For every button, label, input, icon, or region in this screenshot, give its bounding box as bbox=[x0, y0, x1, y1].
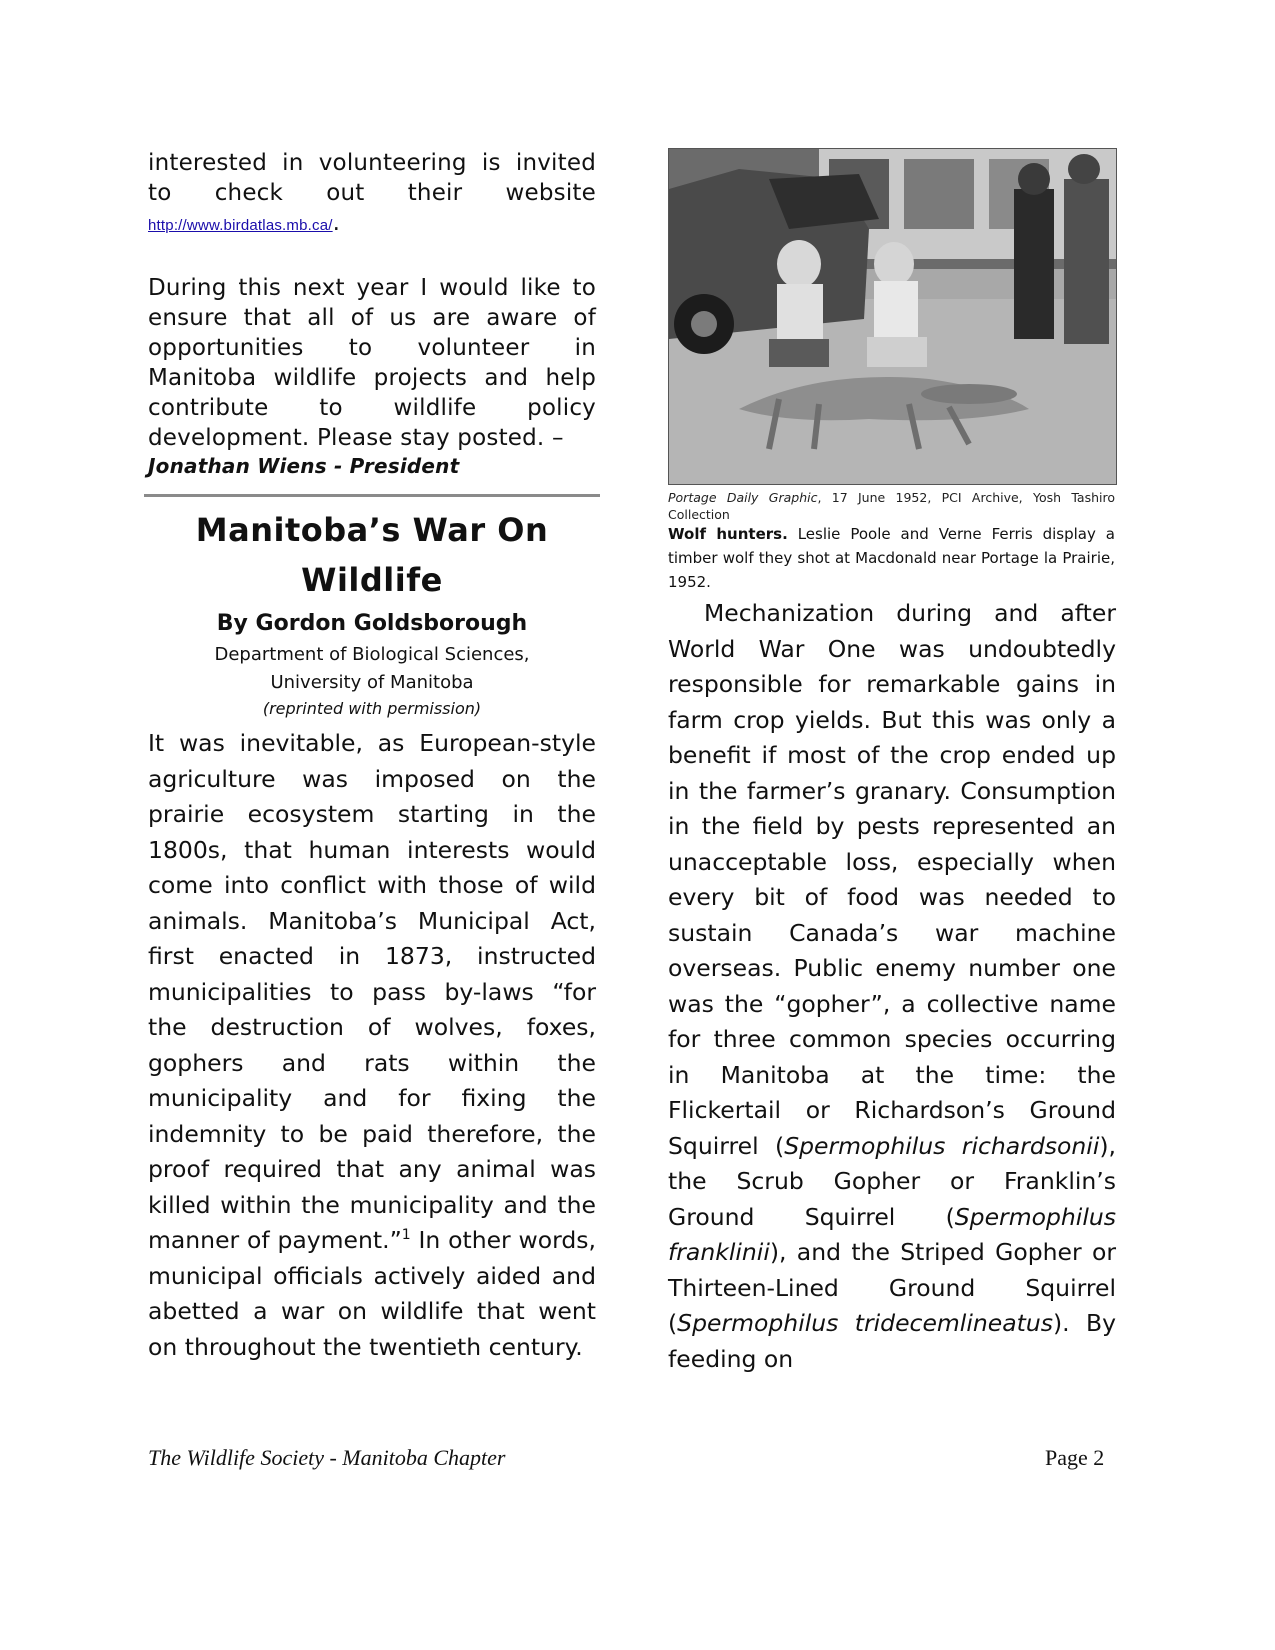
wolf-hunters-photo bbox=[668, 148, 1117, 485]
article-paragraph-1 bbox=[148, 726, 596, 1365]
signature-role: President bbox=[349, 454, 460, 478]
photo-illustration bbox=[669, 149, 1116, 484]
reprint-note: (reprinted with permission) bbox=[262, 699, 482, 718]
intro-paragraph-2: During this next year I would like to ensure that all of us are aware of opportunities to volunteer in Manitoba wildlife projects and help contribute to wildlife policy development. Please stay posted. – bbox=[148, 275, 596, 451]
intro-paragraph-1 bbox=[148, 148, 596, 241]
signature bbox=[148, 453, 596, 479]
article-title-line-1: Manitoba’s War On bbox=[195, 511, 549, 549]
signature-separator: - bbox=[326, 454, 350, 478]
species-name-3: Spermophilus tridecemlineatus bbox=[677, 1309, 1053, 1337]
article-paragraph-1-main: It was inevitable, as European-style agriculture was imposed on the prairie ecosystem starting in the 1800s, that human interests would come into conflict with those of wild animals. Manitoba’s Municipal Act, first enacted in 1873, instructed municipalities to pass by-laws “for the destruction of wolves, foxes, gophers and rats within the municipality and for fixing the indemnity to be paid therefore, the proof required that any animal was killed within the municipality and the manner of payment.” bbox=[148, 729, 596, 1254]
species-name-2: Spermophilus franklinii bbox=[668, 1202, 1116, 1266]
caption-title: Wolf hunters. bbox=[668, 525, 788, 543]
paragraph-2-part-3: ), and the Striped Gopher or Thirteen-Lined Ground Squirrel ( bbox=[668, 1238, 1116, 1337]
birdatlas-link[interactable]: http://www.birdatlas.mb.ca/ bbox=[148, 217, 333, 234]
caption-text: Leslie Poole and Verne Ferris display a timber wolf they shot at Macdonald near Portage la Prairie, 1952. bbox=[668, 525, 1115, 591]
intro-section bbox=[148, 148, 596, 479]
footer-page-number: Page 2 bbox=[1045, 1445, 1105, 1470]
article-byline: By Gordon Goldsborough bbox=[216, 611, 528, 636]
article-body-left bbox=[148, 726, 596, 1365]
footnote-marker: 1 bbox=[401, 1227, 411, 1244]
photo-credit bbox=[668, 489, 1115, 523]
paragraph-2-part-1: Mechanization during and after World War One was undoubtedly responsible for remarkable gains in farm crop yields. But this was only a benefit if most of the crop ended up in the farmer’s granary. Consumption in the field by pests represented an unacceptable loss, especially when every bit of food was needed to sustain Canada’s war machine overseas. Public enemy number one was the “gopher”, a collective name for three common species occurring in Manitoba at the time: the Flickertail or Richardson’s Ground Squirrel ( bbox=[668, 599, 1116, 1160]
affiliation-line-2: University of Manitoba bbox=[270, 672, 474, 693]
footer-publication: The Wildlife Society - Manitoba Chapter bbox=[148, 1445, 506, 1470]
intro-paragraph-1-end: . bbox=[332, 210, 341, 236]
article-title-line-2: Wildlife bbox=[301, 561, 443, 599]
photo-caption bbox=[668, 522, 1115, 594]
paragraph-2-part-4: ). By feeding on bbox=[668, 1309, 1116, 1373]
article-paragraph-2 bbox=[668, 596, 1116, 1377]
species-name-1: Spermophilus richardsonii bbox=[784, 1131, 1100, 1160]
intro-paragraph-1-text: interested in volunteering is invited to check out their website bbox=[148, 150, 596, 206]
article-paragraph-1-end: In other words, municipal officials actively aided and abetted a war on wildlife that went on throughout the twentieth century. bbox=[148, 1226, 596, 1361]
credit-details: , 17 June 1952, PCI Archive, Yosh Tashiro Collection bbox=[668, 490, 1115, 522]
signature-name: Jonathan Wiens bbox=[148, 454, 327, 478]
article-header bbox=[148, 505, 596, 721]
article-body-right bbox=[668, 596, 1116, 1377]
affiliation-line-1: Department of Biological Sciences, bbox=[214, 644, 530, 665]
section-divider bbox=[144, 494, 600, 497]
paragraph-2-part-2: ), the Scrub Gopher or Franklin’s Ground Squirrel ( bbox=[668, 1131, 1116, 1231]
credit-source: Portage Daily Graphic bbox=[668, 490, 818, 505]
